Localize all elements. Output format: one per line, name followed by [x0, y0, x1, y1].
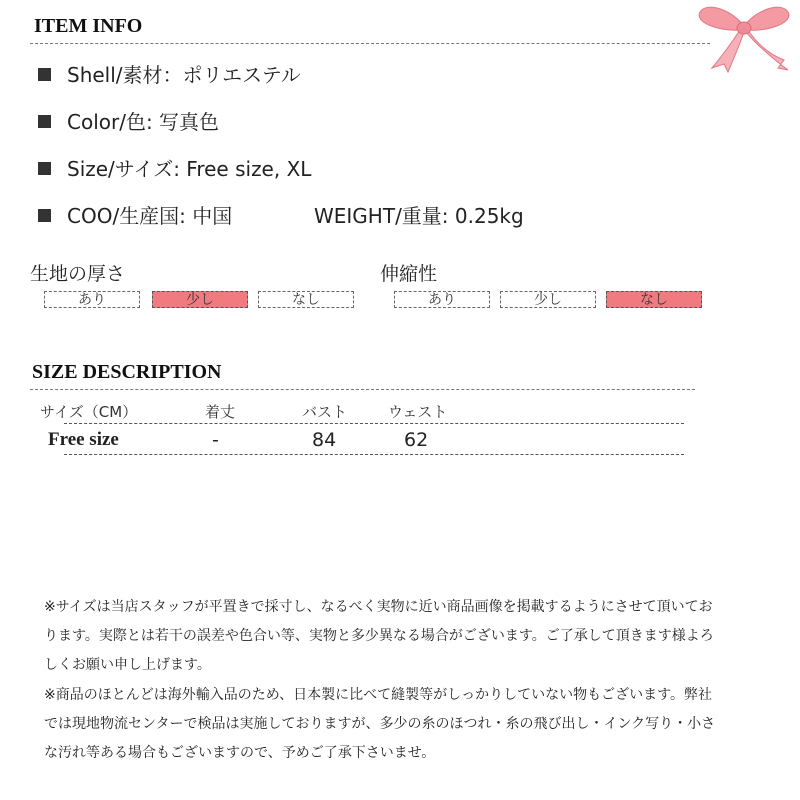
size-description-heading: SIZE DESCRIPTION [32, 361, 222, 383]
spec-size-text: Size/サイズ: Free size, XL [67, 157, 312, 181]
spec-shell-text: Shell/素材：ポリエステル [67, 63, 301, 87]
fabric-thickness-option-ari: あり [44, 291, 140, 308]
square-bullet-icon [38, 115, 51, 128]
waist-column-header: ウェスト [388, 403, 448, 421]
stretch-option-nashi: なし [606, 291, 702, 308]
bust-column-header: バスト [302, 403, 348, 421]
size-description-divider [30, 389, 695, 390]
table-row-divider [64, 454, 684, 455]
spec-row-shell [38, 63, 301, 87]
stretch-option-sukoshi: 少し [500, 291, 596, 308]
spec-weight-text: WEIGHT/重量: 0.25kg [314, 204, 524, 228]
spec-row-coo [38, 204, 232, 228]
size-disclaimer-text: ※サイズは当店スタッフが平置きで採寸し、なるべく実物に近い商品画像を掲載するようにさせて頂いております。実際とは若干の誤差や色合い等、実物と多少異なる場合がございます。ご了承して頂きます様よろしくお願い申し上げます。 [44, 599, 714, 673]
size-cell-free-size: Free size [48, 429, 119, 450]
bust-cell: 84 [312, 429, 337, 451]
length-cell: - [212, 429, 219, 451]
item-info-divider [30, 43, 710, 44]
table-header-divider [64, 423, 684, 424]
item-info-heading: ITEM INFO [34, 15, 143, 37]
square-bullet-icon [38, 68, 51, 81]
import-disclaimer-text: ※商品のほとんどは海外輸入品のため、日本製に比べて縫製等がしっかりしていない物もございます。弊社では現地物流センターで検品は実施しておりますが、多少の糸のほつれ・糸の飛び出し・インク写り・小さな汚れ等ある場合もございますので、予めご了承下さいませ。 [44, 687, 716, 761]
square-bullet-icon [38, 209, 51, 222]
length-column-header: 着丈 [205, 403, 236, 421]
spec-row-size [38, 157, 311, 181]
spec-color-text: Color/色: 写真色 [67, 110, 220, 134]
ribbon-bow-icon [688, 2, 800, 74]
fabric-thickness-option-nashi: なし [258, 291, 354, 308]
fabric-thickness-option-sukoshi: 少し [152, 291, 248, 308]
fabric-thickness-title: 生地の厚さ [30, 263, 126, 285]
size-disclaimer-note [44, 593, 724, 680]
stretch-title: 伸縮性 [380, 263, 438, 285]
spec-row-color [38, 110, 219, 134]
stretch-option-ari: あり [394, 291, 490, 308]
size-column-header: サイズ（CM） [40, 403, 138, 421]
square-bullet-icon [38, 162, 51, 175]
import-disclaimer-note [44, 681, 724, 768]
spec-coo-text: COO/生産国: 中国 [67, 204, 233, 228]
waist-cell: 62 [404, 429, 429, 451]
